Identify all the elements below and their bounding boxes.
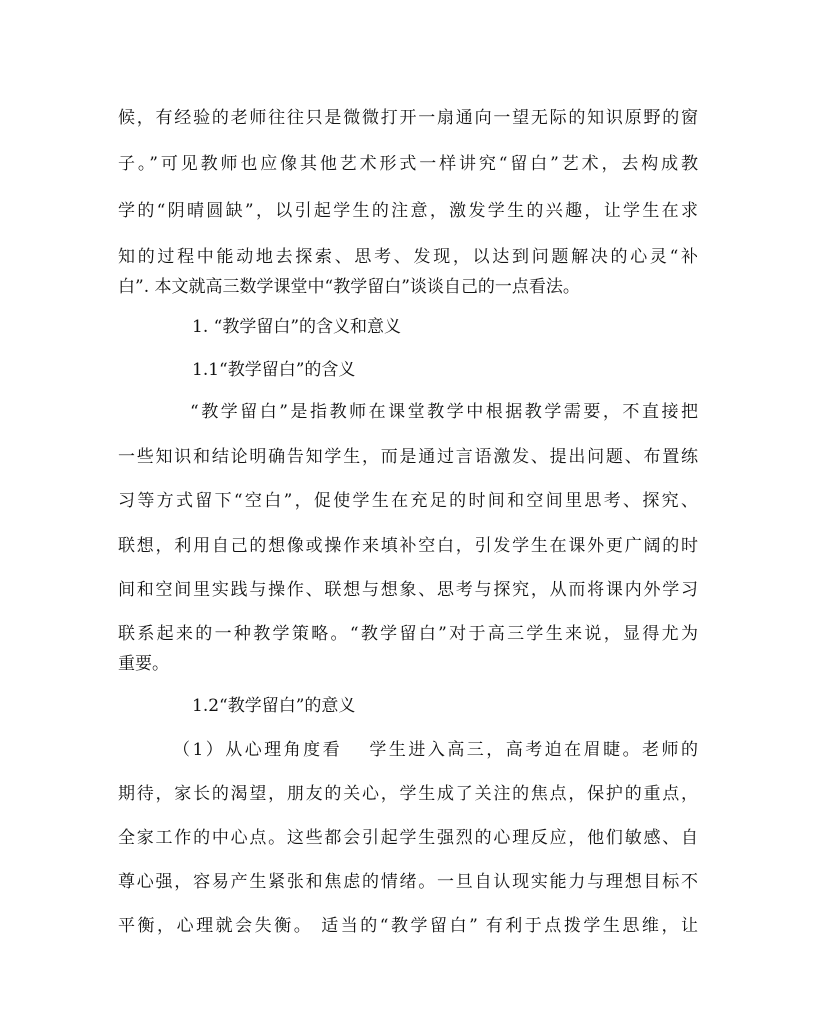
paragraph-line: （1）从心理角度看 学生进入高三，高考迫在眉睫。老师的 xyxy=(173,740,698,760)
subsection-heading: 1.1“教学留白”的含义 xyxy=(192,360,356,380)
paragraph-line: 间和空间里实践与操作、联想与想象、思考与探究，从而将课内外学习 xyxy=(118,580,698,600)
paragraph-line: 子。”可见教师也应像其他艺术形式一样讲究“留白”艺术，去构成教 xyxy=(118,154,698,174)
paragraph-line: 一些知识和结论明确告知学生，而是通过言语激发、提出问题、布置练 xyxy=(118,447,698,467)
paragraph-line: 知的过程中能动地去探索、思考、发现，以达到问题解决的心灵“补 xyxy=(118,247,698,267)
paragraph-line: 学的“阴晴圆缺”，以引起学生的注意，激发学生的兴趣，让学生在求 xyxy=(118,201,698,221)
paragraph-line: 候，有经验的老师往往只是微微打开一扇通向一望无际的知识原野的窗 xyxy=(118,108,698,128)
paragraph-line: “教学留白”是指教师在课堂教学中根据教学需要，不直接把 xyxy=(190,402,698,422)
paragraph-line: 重要。 xyxy=(118,654,169,674)
paragraph-line: 联系起来的一种教学策略。“教学留白”对于高三学生来说，显得尤为 xyxy=(118,624,698,644)
section-heading: 1. “教学留白”的含义和意义 xyxy=(192,317,402,337)
paragraph-line: 尊心强，容易产生紧张和焦虑的情绪。一旦自认现实能力与理想目标不 xyxy=(118,872,698,892)
paragraph-line: 全家工作的中心点。这些都会引起学生强烈的心理反应，他们敏感、自 xyxy=(118,828,698,848)
paragraph-line: 期待，家长的渴望，朋友的关心，学生成了关注的焦点，保护的重点， xyxy=(118,784,698,804)
paragraph-line: 平衡，心理就会失衡。 适当的“教学留白” 有利于点拨学生思维，让 xyxy=(118,916,698,936)
paragraph-line: 联想，利用自己的想像或操作来填补空白，引发学生在课外更广阔的时 xyxy=(118,536,698,556)
paragraph-line: 白”. 本文就高三数学课堂中“教学留白”谈谈自己的一点看法。 xyxy=(118,277,580,297)
subsection-heading: 1.2“教学留白”的意义 xyxy=(192,696,356,716)
paragraph-line: 习等方式留下“空白”，促使学生在充足的时间和空间里思考、探究、 xyxy=(118,491,698,511)
